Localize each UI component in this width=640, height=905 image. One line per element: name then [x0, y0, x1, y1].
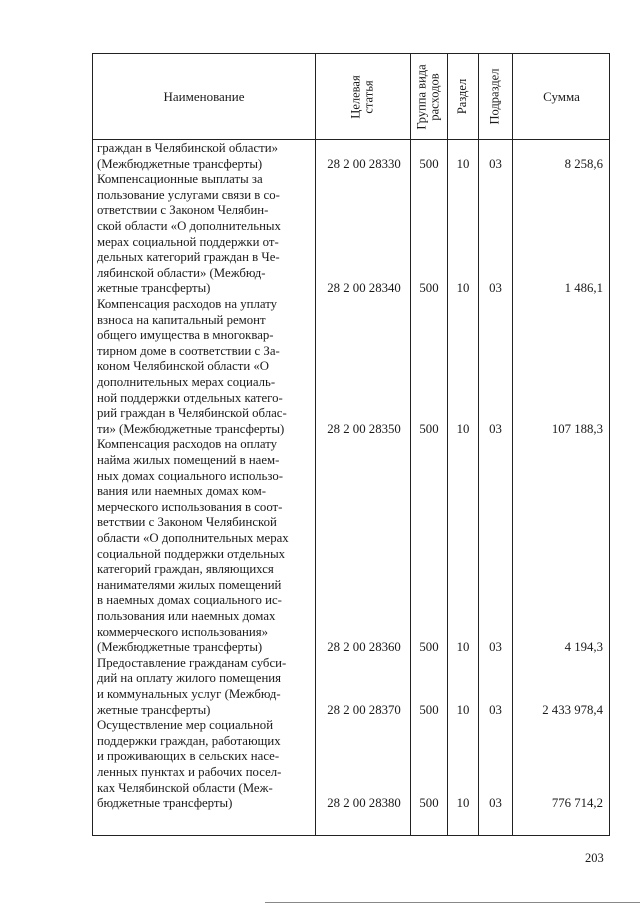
header-name-label: Наименование: [163, 88, 245, 104]
row-name-line: Компенсационные выплаты за: [97, 172, 263, 187]
row-name-line: найма жилых помещений в наем-: [97, 452, 280, 467]
row-name-line: жетные трансферты): [97, 281, 211, 296]
header-expense-group: [410, 54, 447, 139]
header-expense-group-label: [416, 64, 442, 129]
expense-group-cell: 500: [419, 281, 439, 296]
header-target-article-label: [350, 75, 376, 118]
header-rule: [93, 139, 609, 140]
sum-cell: 107 188,3: [551, 421, 603, 436]
row-name: [97, 297, 311, 437]
row-name-line: и проживающих в сельских насе-: [97, 749, 280, 764]
row-name-line: пользования или наемных домах: [97, 608, 276, 623]
row-name-line: рий граждан в Челябинской облас-: [97, 406, 287, 421]
target-article-cell: 28 2 00 28370: [327, 702, 401, 717]
row-name: [97, 172, 311, 297]
page-number: 203: [585, 851, 604, 865]
header-target-article: [315, 54, 410, 139]
row-name-line: (Межбюджетные трансферты): [97, 640, 263, 655]
row-name-line: мерческого использования в соот-: [97, 499, 283, 514]
header-section: [447, 54, 478, 139]
row-name-line: ответствии с Законом Челябин-: [97, 203, 269, 218]
expense-group-cell: 500: [419, 640, 439, 655]
expense-group-cell: 500: [419, 702, 439, 717]
target-article-cell: 28 2 00 28350: [327, 421, 401, 436]
row-name-line: в наемных домах социального ис-: [97, 593, 282, 608]
row-name-line: дополнительных мерах социаль-: [97, 374, 276, 389]
target-article-cell: 28 2 00 28330: [327, 156, 401, 171]
row-name-line: и коммунальных услуг (Межбюд-: [97, 686, 281, 701]
row-name-line: социальной поддержки отдельных: [97, 546, 286, 561]
header-name: [93, 54, 315, 139]
header-sum: [512, 54, 611, 139]
row-name-line: ной поддержки отдельных катего-: [97, 390, 283, 405]
subsection-cell: 03: [489, 702, 502, 717]
expense-group-cell: 500: [419, 156, 439, 171]
row-name: [97, 718, 311, 812]
sum-cell: 8 258,6: [564, 156, 603, 171]
expense-group-cell: 500: [419, 421, 439, 436]
row-name-line: Компенсация расходов на оплату: [97, 437, 278, 452]
row-name: [97, 656, 311, 718]
row-name-line: взноса на капитальный ремонт: [97, 312, 266, 327]
row-name-line: поддержки граждан, работающих: [97, 733, 281, 748]
section-cell: 10: [456, 702, 470, 717]
budget-table: [92, 53, 610, 836]
section-cell: 10: [456, 156, 470, 171]
section-cell: 10: [456, 421, 470, 436]
row-name-line: лябинской области» (Межбюд-: [97, 265, 266, 280]
row-name-line: дий на оплату жилого помещения: [97, 671, 282, 686]
row-name: [97, 141, 311, 172]
row-name-line: вания или наемных домах ком-: [97, 484, 267, 499]
header-subsection-label: Подраздел: [487, 68, 502, 125]
row-name-line: ской области «О дополнительных: [97, 218, 281, 233]
row-name-line: ти» (Межбюджетные трансферты): [97, 421, 285, 436]
header-sum-label: Сумма: [543, 88, 580, 104]
row-name-line: ках Челябинской области (Меж-: [97, 780, 273, 795]
sum-cell: 4 194,3: [564, 640, 603, 655]
row-name-line: коммерческого использования»: [97, 624, 269, 639]
section-cell: 10: [456, 640, 470, 655]
row-name-line: Предоставление гражданам субси-: [97, 655, 287, 670]
target-article-cell: 28 2 00 28340: [327, 281, 401, 296]
row-name-line: ленных пунктах и рабочих посел-: [97, 764, 282, 779]
subsection-cell: 03: [489, 640, 502, 655]
subsection-cell: 03: [489, 156, 502, 171]
sum-cell: 1 486,1: [564, 281, 603, 296]
subsection-cell: 03: [489, 796, 502, 811]
row-name-line: бюджетные трансферты): [97, 796, 233, 811]
row-name-line: мерах социальной поддержки от-: [97, 234, 279, 249]
subsection-cell: 03: [489, 421, 502, 436]
row-name-line: Осуществление мер социальной: [97, 718, 274, 733]
row-name-line: дельных категорий граждан в Че-: [97, 250, 280, 265]
header-text-line: Группа вида: [414, 63, 429, 130]
header-section-label: Раздел: [455, 78, 470, 115]
row-name-line: тирном доме в соответствии с За-: [97, 343, 280, 358]
row-name-line: Компенсация расходов на уплату: [97, 297, 278, 311]
row-name-line: (Межбюджетные трансферты): [97, 156, 263, 171]
row-name-line: пользование услугами связи в со-: [97, 187, 280, 202]
expense-group-cell: 500: [419, 796, 439, 811]
section-cell: 10: [456, 281, 470, 296]
row-name: [97, 437, 311, 655]
row-name-line: ветствии с Законом Челябинской: [97, 515, 277, 530]
target-article-cell: 28 2 00 28360: [327, 640, 401, 655]
target-article-cell: 28 2 00 28380: [327, 796, 401, 811]
sum-cell: 776 714,2: [551, 796, 603, 811]
footer-rule: [265, 902, 640, 903]
row-name-line: нанимателями жилых помещений: [97, 577, 282, 592]
row-name-line: коном Челябинской области «О: [97, 359, 270, 374]
row-name-line: категорий граждан, являющихся: [97, 562, 274, 577]
header-subsection: [478, 54, 512, 139]
row-name-line: области «О дополнительных мерах: [97, 530, 289, 545]
header-text-line: Целевая: [348, 74, 363, 119]
header-text-line: статья: [361, 79, 376, 114]
row-name-line: ных домах социального использо-: [97, 468, 284, 483]
column-divider: [315, 54, 316, 835]
row-name-line: жетные трансферты): [97, 702, 211, 717]
row-name-line: граждан в Челябинской области»: [97, 141, 278, 155]
subsection-cell: 03: [489, 281, 502, 296]
row-name-line: общего имущества в многоквар-: [97, 328, 274, 343]
sum-cell: 2 433 978,4: [542, 702, 603, 717]
header-text-line: расходов: [427, 72, 442, 121]
section-cell: 10: [456, 796, 470, 811]
